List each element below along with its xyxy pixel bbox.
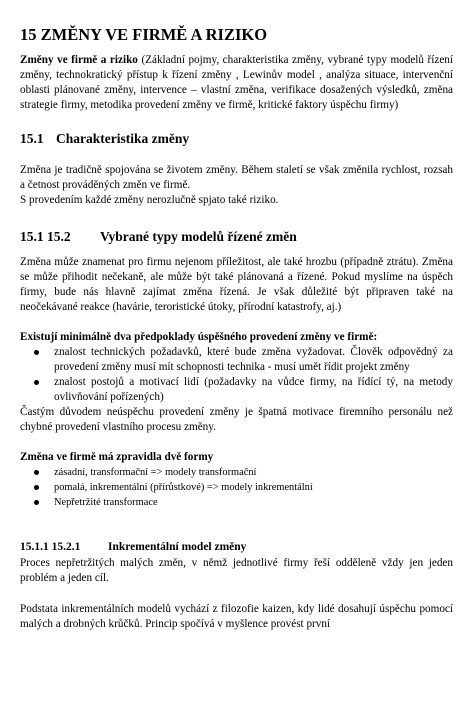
section-3-paragraph-1: Proces nepřetržitých malých změn, v němž jednotlivé firmy řeší odděleně vždy jen jeden problém a jeden cíl. bbox=[20, 557, 453, 584]
chapter-title: 15 ZMĚNY VE FIRMĚ A RIZIKO bbox=[20, 25, 268, 44]
forms-heading: Změna ve firmě má zpravidla dvě formy bbox=[20, 451, 214, 463]
bullet-icon bbox=[34, 380, 39, 385]
section-3-title: Inkrementální model změny bbox=[108, 541, 247, 553]
bullet-icon bbox=[34, 485, 39, 490]
section-2-paragraph-1: Změna může znamenat pro firmu nejenom příležitost, ale také hrozbu (případně ztrátu). Změna se může přihodit nečekaně, ale může být také plánovaná a řízené. Pokud myslíme na úspěch firmy, bude nás hlavně zajímat změna řízená. Je však důležité být připraven také na neočekávané reakce (havárie, teroristické útoky, přírodní katastrofy, aj.) bbox=[20, 256, 453, 313]
list-item bbox=[20, 495, 453, 510]
list-item-text: znalost postojů a motivací lidí (požadavky na vůdce firmy, na řídící tý, na metody ovlivňování pořízených) bbox=[54, 376, 453, 403]
section-1-paragraph-1: Změna je tradičně spojována se životem změny. Během staletí se však změnila rychlost, rozsah a četnost prováděných změn ve firmě. bbox=[20, 164, 453, 191]
list-item-text: pomalá, inkrementální (přírůstkové) => modely inkrementální bbox=[54, 482, 313, 493]
chapter-intro-bold: Změny ve firmě a riziko bbox=[20, 54, 138, 66]
list-item-text: znalost technických požadavků, které bude změna vyžadovat. Člověk odpovědný za provedení změny musí mít schopnosti technika - musí umět řídit projekt změny bbox=[54, 346, 453, 373]
bullet-icon bbox=[34, 350, 39, 355]
section-2-number: 15.1 15.2 bbox=[20, 229, 71, 244]
section-2-title: Vybrané typy modelů řízené změn bbox=[100, 229, 297, 244]
prerequisites-heading: Existují minimálně dva předpoklady úspěšného provedení změny ve firmě: bbox=[20, 331, 378, 343]
section-3-heading bbox=[20, 540, 453, 554]
bullet-icon bbox=[34, 500, 39, 505]
section-1-heading bbox=[20, 130, 453, 147]
list-item bbox=[20, 480, 453, 495]
section-3-number: 15.1.1 15.2.1 bbox=[20, 541, 81, 553]
list-item bbox=[20, 465, 453, 480]
list-item-text: Nepřetržité transformace bbox=[54, 497, 158, 508]
section-1-number: 15.1 bbox=[20, 131, 44, 146]
section-2-heading bbox=[20, 228, 453, 245]
chapter-intro-text: (Základní pojmy, charakteristika změny, vybrané typy modelů řízení změny, technokratický přístup k řízení změny , Lewinův model , analýza situace, intervenční oblasti plánované změny, intervence – vlastní změna, verifikace dosažených výsledků, změna strategie firmy, metodika provedení změny ve firmě, kritické faktory úspěchu firmy) bbox=[20, 54, 453, 111]
section-3-paragraph-2: Podstata inkrementálních modelů vychází z filozofie kaizen, kdy lidé dosahují úspěchu pomocí malých a drobných krůčků. Princip spočívá v myšlence provést první bbox=[20, 603, 453, 630]
forms-list bbox=[20, 465, 453, 510]
list-item-text: zásadní, transformační => modely transformační bbox=[54, 467, 257, 478]
section-1-title: Charakteristika změny bbox=[56, 131, 190, 146]
section-2-paragraph-2: Častým důvodem neúspěchu provedení změny je špatná motivace firemního personálu než chybné provedení vlastního procesu změny. bbox=[20, 406, 453, 433]
list-item bbox=[20, 375, 453, 405]
chapter-intro bbox=[20, 53, 453, 113]
prerequisites-list bbox=[20, 345, 453, 405]
list-item bbox=[20, 345, 453, 375]
bullet-icon bbox=[34, 470, 39, 475]
section-1-paragraph-2: S provedením každé změny nerozlučně spjato také riziko. bbox=[20, 194, 279, 206]
